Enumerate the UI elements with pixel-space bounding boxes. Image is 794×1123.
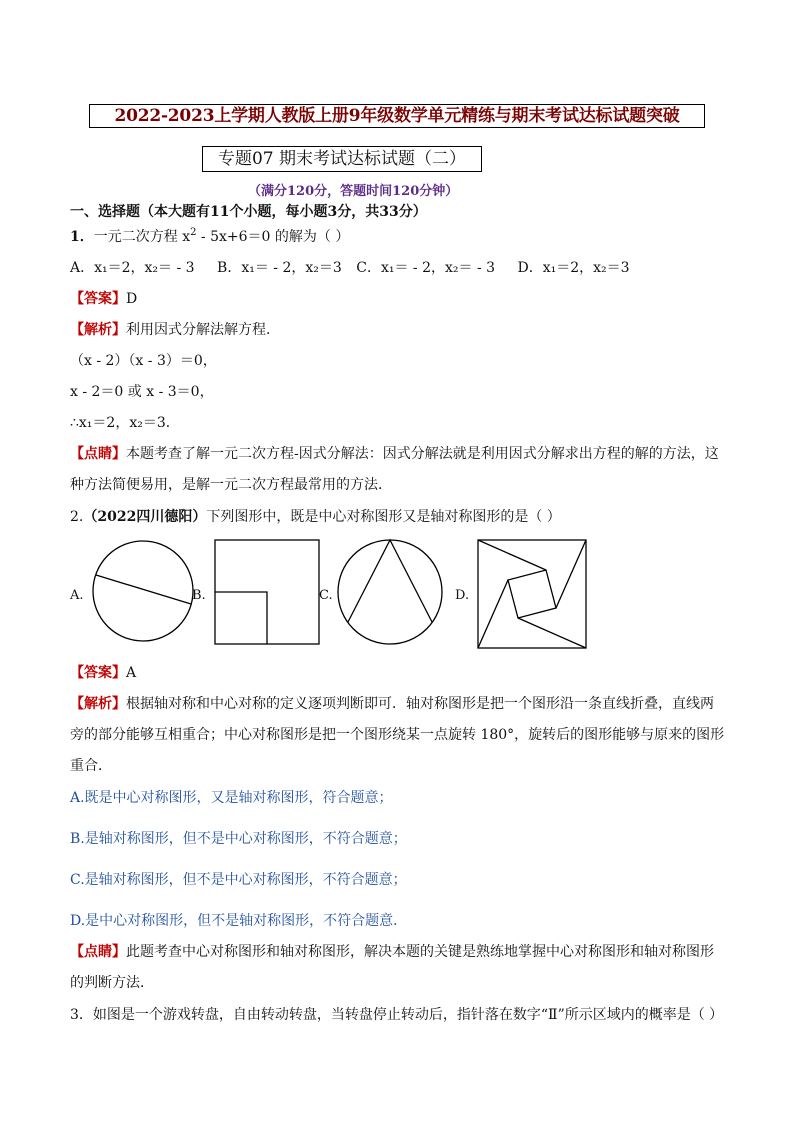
topic-title: 专题07 期末考试达标试题（二） xyxy=(202,146,482,172)
question-source: （2022四川德阳） xyxy=(83,509,207,525)
analysis-text: 根据轴对称和中心对称的定义逐项判断即可．轴对称图形是把一个图形沿一条直线折叠，直线两 xyxy=(126,696,714,712)
figure-label-d: D. xyxy=(455,588,470,603)
option-d: D．x₁＝2，x₂＝3 xyxy=(517,260,630,276)
section-heading: 一、选择题（本大题有11个小题，每小题3分，共33分） xyxy=(70,204,427,220)
solution-step-1: （x - 2）（x - 3）＝0， xyxy=(70,353,217,369)
comment-2-line-2: 的判断方法． xyxy=(70,975,154,991)
answer-value: A xyxy=(126,665,137,681)
score-time-note: （满分120分，答题时间120分钟） xyxy=(248,184,459,199)
analysis-text: 利用因式分解法解方程． xyxy=(126,322,280,338)
analysis-tag: 【解析】 xyxy=(70,322,126,338)
figure-label-a: A. xyxy=(70,588,84,603)
analysis-tag: 【解析】 xyxy=(70,696,126,712)
judge-a: A.既是中心对称图形，又是轴对称图形，符合题意； xyxy=(70,790,393,806)
figure-d-square-with-pinwheel xyxy=(478,540,586,648)
option-b: B．x₁＝ - 2，x₂＝3 xyxy=(217,260,342,276)
judge-b: B.是轴对称图形，但不是中心对称图形，不符合题意； xyxy=(70,831,407,847)
option-a: A．x₁＝2，x₂＝ - 3 xyxy=(70,260,195,276)
figure-label-c: C. xyxy=(319,588,333,603)
comment-text: 此题考查中心对称图形和轴对称图形，解决本题的关键是熟练地掌握中心对称图形和轴对称图形 xyxy=(126,944,714,960)
answer-2 xyxy=(70,663,136,683)
question-text-rest: - 5x+6＝0 的解为（ ） xyxy=(196,229,350,245)
figure-a-circle-with-chord xyxy=(93,541,193,641)
judge-c: C.是轴对称图形，但不是中心对称图形，不符合题意； xyxy=(70,872,407,888)
question-number: 2. xyxy=(70,509,84,525)
answer-value: D xyxy=(126,291,138,307)
judge-d: D.是中心对称图形，但不是轴对称图形，不符合题意． xyxy=(70,913,408,929)
answer-tag: 【答案】 xyxy=(70,291,126,307)
question-text: 下列图形中，既是中心对称图形又是轴对称图形的是（ ） xyxy=(206,509,561,525)
figure-label-b: B. xyxy=(192,588,206,603)
solution-step-3: ∴x₁＝2，x₂＝3． xyxy=(70,415,180,431)
question-text: 一元二次方程 x xyxy=(93,229,191,245)
comment-text: 本题考查了解一元二次方程-因式分解法：因式分解法就是利用因式分解求出方程的解的方法，这 xyxy=(126,446,719,462)
figure-c-circle-with-triangle xyxy=(338,540,442,644)
series-title: 2022-2023上学期人教版上册9年级数学单元精练与期末考试达标试题突破 xyxy=(89,104,705,128)
comment-1-line-2: 种方法简便易用，是解一元二次方程最常用的方法． xyxy=(70,477,392,493)
analysis-2-line-2: 旁的部分能够互相重合；中心对称图形是把一个图形绕某一点旋转 180°，旋转后的图形能够与原来的图形 xyxy=(70,727,725,743)
question-3-stem: 3．如图是一个游戏转盘，自由转动转盘，当转盘停止转动后，指针落在数字“Ⅱ”所示区域内的概率是（ ） xyxy=(70,1007,724,1023)
option-c: C．x₁＝ - 2，x₂＝ - 3 xyxy=(356,260,496,276)
comment-tag: 【点睛】 xyxy=(70,944,126,960)
analysis-2-line-3: 重合． xyxy=(70,758,112,774)
solution-step-2: x - 2＝0 或 x - 3＝0， xyxy=(70,384,214,400)
comment-tag: 【点睛】 xyxy=(70,446,126,462)
analysis-2-line-1 xyxy=(70,694,714,714)
comment-2-line-1 xyxy=(70,942,714,962)
answer-tag: 【答案】 xyxy=(70,665,126,681)
exponent: 2 xyxy=(190,227,197,238)
question-number: 1． xyxy=(70,229,94,245)
figure-b-square-with-corner-square xyxy=(215,540,319,644)
